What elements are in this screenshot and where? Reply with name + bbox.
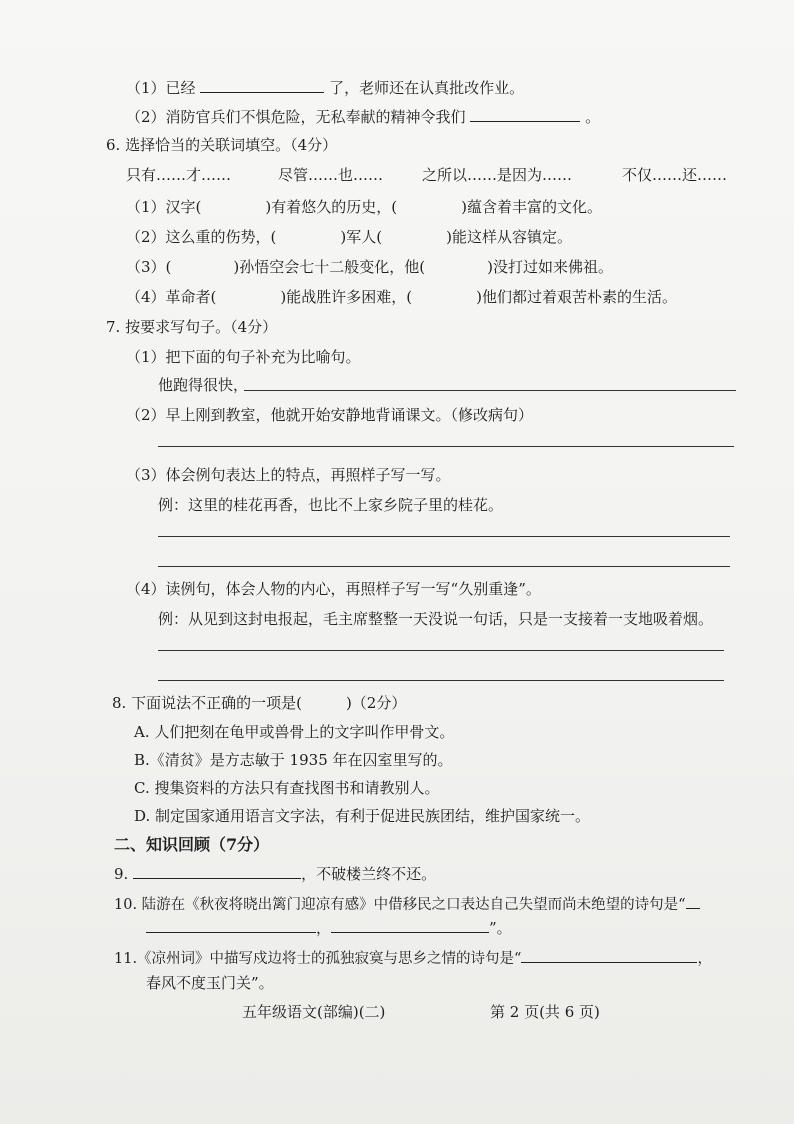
- q5-item-1: [126, 76, 524, 99]
- q6-item-1-part-a: （1）汉字(: [126, 198, 202, 216]
- q8-choice-c: C. 搜集资料的方法只有查找图书和请教别人。: [134, 779, 440, 797]
- q6-option-3: 之所以……是因为……: [422, 166, 573, 184]
- q10-comma: ，: [316, 919, 332, 937]
- q10-text: 10. 陆游在《秋夜将晓出篱门迎凉有感》中借移民之口表达自己失望而尚未绝望的诗句是“: [114, 897, 686, 913]
- q5-item-2-end: 。: [585, 108, 601, 126]
- q7-sub-3: （3）体会例句表达上的特点，再照样子写一写。: [126, 466, 451, 484]
- footer-page-number: 第 2 页(共 6 页): [490, 1003, 600, 1021]
- q8-title: [112, 692, 406, 714]
- q7-sub-3-example: 例：这里的桂花再香，也比不上家乡院子里的桂花。: [158, 496, 504, 514]
- q6-item-4-part-c: )他们都过着艰苦朴素的生活。: [476, 288, 677, 306]
- q6-item-2-part-a: （2）这么重的伤势，(: [126, 228, 277, 246]
- q11-text: 11.《凉州词》中描写戍边将士的孤独寂寞与思乡之情的诗句是“: [114, 951, 522, 967]
- q6-title: 6. 选择恰当的关联词填空。（4分）: [106, 136, 338, 154]
- q6-item-4-part-a: （4）革命者(: [126, 288, 217, 306]
- q11-line-1: [114, 946, 712, 970]
- q6-item-3: [126, 256, 613, 278]
- q9-number: 9.: [114, 865, 129, 883]
- q6-item-3-part-b: )孙悟空会七十二般变化，他(: [233, 258, 426, 276]
- q6-item-2-part-b: )军人(: [340, 228, 383, 246]
- q10-blank-1[interactable]: [146, 916, 316, 933]
- q10-line-2: [146, 916, 512, 939]
- q11-line-2: 春风不度玉门关”。: [146, 974, 274, 992]
- q6-item-4-part-b: )能战胜许多困难，(: [280, 288, 413, 306]
- q6-item-2-part-c: )能这样从容镇定。: [446, 228, 572, 246]
- section-2-heading: 二、知识回顾（7分）: [114, 835, 270, 854]
- q7-sub-4-answer-line-1[interactable]: [158, 650, 724, 651]
- q8-choice-d: D. 制定国家通用语言文字法，有利于促进民族团结，维护国家统一。: [134, 807, 591, 825]
- q6-item-3-part-a: （3）(: [126, 258, 172, 276]
- q7-sub-4-example: 例：从见到这封电报起，毛主席整整一天没说一句话，只是一支接着一支地吸着烟。: [158, 610, 714, 628]
- q9-blank[interactable]: [133, 862, 301, 879]
- q8-title-part-b: )（2分）: [345, 694, 407, 712]
- q7-sub-4: （4）读例句，体会人物的内心，再照样子写一写“久别重逢”。: [126, 580, 541, 598]
- q6-item-4: [126, 286, 677, 308]
- q11-comma: ，: [697, 951, 712, 967]
- q5-item-1-blank[interactable]: [200, 76, 324, 93]
- q10-line-1: [114, 892, 700, 916]
- q7-sub-2-answer-line[interactable]: [158, 446, 734, 447]
- q7-title: 7. 按要求写句子。（4分）: [106, 318, 278, 336]
- q7-sub-3-answer-line-2[interactable]: [158, 566, 730, 567]
- q7-sub-1-answer-line[interactable]: [244, 390, 736, 391]
- q9-suffix: ，不破楼兰终不还。: [301, 865, 437, 883]
- q9: [114, 862, 436, 885]
- q5-item-1-prefix: （1）已经: [126, 79, 196, 97]
- q6-item-1: [126, 196, 602, 218]
- q10-blank-2[interactable]: [331, 916, 489, 933]
- q8-choice-b: B.《清贫》是方志敏于 1935 年在囚室里写的。: [134, 751, 453, 769]
- q7-sub-3-answer-line-1[interactable]: [158, 536, 730, 537]
- q8-title-part-a: 8. 下面说法不正确的一项是(: [112, 694, 302, 712]
- q5-item-2-blank[interactable]: [470, 105, 580, 122]
- q6-option-2: 尽管……也……: [278, 166, 384, 184]
- q6-item-3-part-c: )没打过如来佛祖。: [487, 258, 613, 276]
- q5-item-2-text: （2）消防官兵们不惧危险，无私奉献的精神令我们: [126, 108, 466, 126]
- q7-sub-2: （2）早上刚到教室，他就开始安静地背诵课文。（修改病句）: [126, 406, 534, 424]
- q5-item-2: [126, 105, 600, 128]
- q7-sub-4-answer-line-2[interactable]: [158, 680, 724, 681]
- q10-blank-start[interactable]: [686, 892, 700, 909]
- footer-subject: 五年级语文(部编)(二): [242, 1003, 386, 1021]
- q6-option-4: 不仅……还……: [622, 166, 728, 184]
- q6-item-1-part-c: )蕴含着丰富的文化。: [461, 198, 602, 216]
- q7-sub-1: （1）把下面的句子补充为比喻句。: [126, 348, 361, 366]
- q8-choice-a: A. 人们把刻在龟甲或兽骨上的文字叫作甲骨文。: [134, 723, 455, 741]
- q11-blank[interactable]: [521, 946, 697, 963]
- q10-end: ”。: [489, 919, 512, 937]
- q6-item-1-part-b: )有着悠久的历史，(: [265, 198, 398, 216]
- q5-item-1-suffix: 了，老师还在认真批改作业。: [329, 79, 525, 97]
- q6-option-1: 只有……才……: [126, 166, 232, 184]
- q7-sub-1-line: 他跑得很快，: [158, 376, 249, 394]
- q6-item-2: [126, 226, 572, 248]
